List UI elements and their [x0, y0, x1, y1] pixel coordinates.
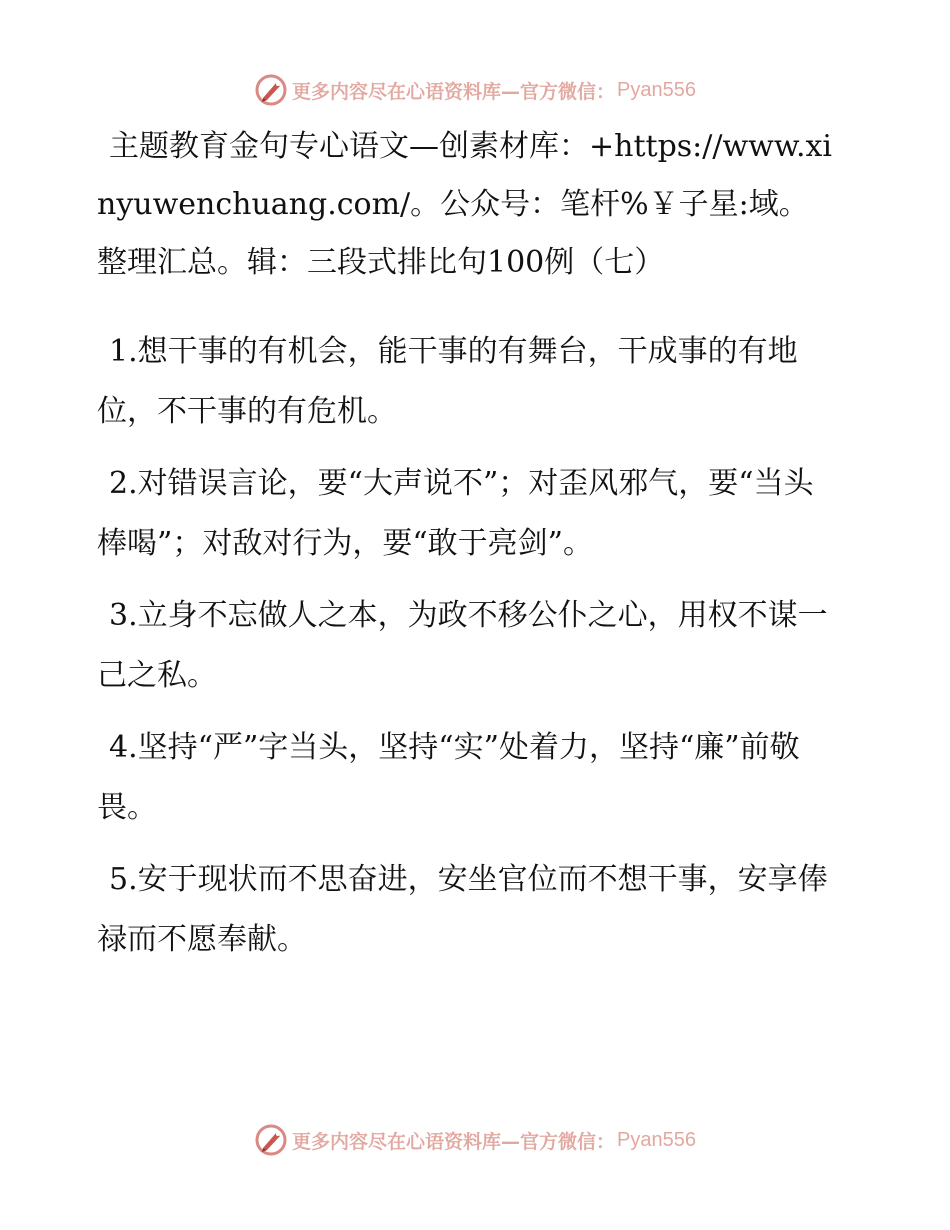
pen-logo-icon: [254, 73, 288, 107]
header-watermark: [0, 70, 950, 110]
list-item: 3.立身不忘做人之本，为政不移公仆之心，用权不谋一己之私。: [97, 598, 828, 693]
list-item: 5.安于现状而不思奋进，安坐官位而不想干事，安享俸禄而不愿奉献。: [97, 862, 828, 957]
list-item: 2.对错误言论，要“大声说不”；对歪风邪气，要“当头棒喝”；对敌对行为，要“敢于亮剑”。: [97, 466, 814, 561]
watermark-handle: Pyan556: [617, 1128, 696, 1151]
list-item: 1.想干事的有机会，能干事的有舞台，干成事的有地位，不干事的有危机。: [97, 334, 798, 429]
pen-logo-icon: [254, 1123, 288, 1157]
footer-watermark: [0, 1120, 950, 1160]
list-item: 4.坚持“严”字当头，坚持“实”处着力，坚持“廉”前敬畏。: [97, 730, 800, 825]
document-intro: 主题教育金句专心语文—创素材库：+https://www.xinyuwenchuang.com/。公众号：笔杆%￥子星:域。整理汇总。辑：三段式排比句100例（七）: [97, 129, 833, 280]
watermark-text: 更多内容尽在心语资料库—官方微信：: [292, 80, 616, 103]
document-body: [97, 118, 837, 970]
watermark-handle: Pyan556: [617, 78, 696, 101]
watermark-text: 更多内容尽在心语资料库—官方微信：: [292, 1130, 616, 1153]
